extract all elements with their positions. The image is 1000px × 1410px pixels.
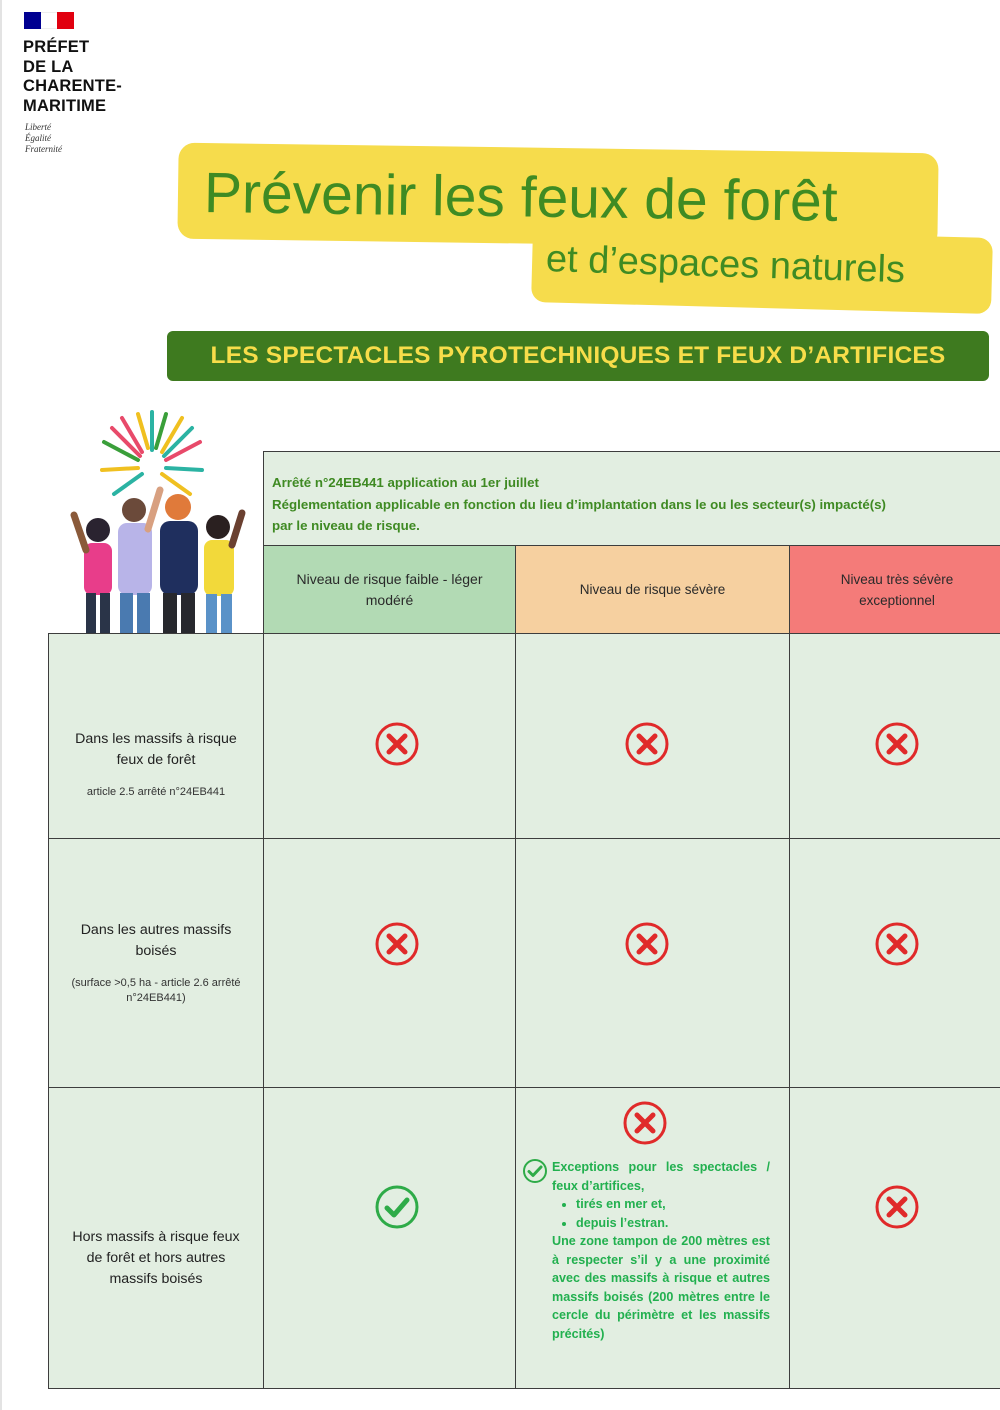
regulation-scope-cont: par le niveau de risque.: [272, 518, 420, 533]
prefecture-logo: [18, 8, 142, 168]
check-circle-icon: [374, 1184, 420, 1230]
row-label: Dans les massifs à risque feux de forêt: [75, 730, 237, 768]
table-cell: [789, 838, 1000, 1088]
risk-level-label: Niveau très sévère exceptionnel: [840, 571, 954, 608]
section-banner: [167, 331, 989, 381]
prefecture-line: DE LA: [23, 57, 74, 76]
cross-circle-icon: [374, 921, 420, 967]
exception-item: • depuis l’estran.: [576, 1214, 770, 1233]
risk-level-severe-header: [515, 545, 790, 634]
row-label: Hors massifs à risque feux de forêt et hors autres massifs boisés: [72, 1228, 240, 1287]
row-header-outside-massifs: [48, 1087, 264, 1389]
page-edge: [0, 0, 2, 1410]
table-cell: [515, 838, 790, 1088]
row-note: (surface >0,5 ha - article 2.6 arrêté n°24EB441): [71, 977, 241, 1004]
table-cell: [263, 838, 516, 1088]
risk-level-label: Niveau de risque faible - léger modéré: [296, 570, 483, 608]
prefecture-name: [23, 38, 122, 116]
french-flag-icon: [24, 12, 74, 29]
cross-circle-icon: [622, 1100, 668, 1146]
cross-circle-icon: [874, 721, 920, 767]
exception-list: [552, 1195, 770, 1232]
table-cell: [263, 1087, 516, 1389]
risk-level-exceptional-header: [789, 545, 1000, 634]
page-subtitle: et d’espaces naturels: [545, 238, 906, 292]
table-cell: [789, 633, 1000, 839]
check-circle-icon: [522, 1158, 548, 1184]
cross-circle-icon: [374, 721, 420, 767]
motto-line: Égalité: [25, 133, 51, 143]
page-title: Prévenir les feux de forêt: [203, 161, 839, 234]
exception-item: • tirés en mer et,: [576, 1195, 770, 1214]
row-note: article 2.5 arrêté n°24EB441: [86, 785, 226, 798]
prefecture-line: MARITIME: [23, 96, 107, 115]
regulation-scope: Réglementation applicable en fonction du lieu d’implantation dans le ou les secteur(s) impacté(s): [272, 496, 886, 512]
table-cell-exceptions: [515, 1087, 790, 1389]
cross-circle-icon: [874, 1184, 920, 1230]
motto-line: Fraternité: [25, 144, 62, 154]
banner-text: LES SPECTACLES PYROTECHNIQUES ET FEUX D’ARTIFICES: [210, 342, 946, 369]
exception-notes: [552, 1158, 770, 1343]
buffer-zone-note: Une zone tampon de 200 mètres est à respecter s’il y a une proximité avec des massifs à risque et autres massifs boisés (200 mètres entre le cercle du périmètre et les massifs précités): [552, 1234, 770, 1341]
table-cell: [515, 633, 790, 839]
cross-circle-icon: [874, 921, 920, 967]
row-header-risk-massifs: [48, 633, 264, 839]
exception-intro: Exceptions pour les spectacles / feux d’artifices,: [552, 1160, 770, 1193]
row-label: Dans les autres massifs boisés: [80, 922, 232, 959]
table-cell: [789, 1087, 1000, 1389]
risk-level-low-header: [263, 545, 516, 634]
cross-circle-icon: [624, 921, 670, 967]
cross-circle-icon: [624, 721, 670, 767]
regulation-decree: Arrêté n°24EB441 application au 1er juillet: [272, 475, 539, 490]
prefecture-line: PRÉFET: [23, 38, 90, 56]
risk-level-label: Niveau de risque sévère: [579, 582, 726, 597]
prefecture-line: CHARENTE-: [23, 77, 122, 95]
regulation-header: [263, 451, 1000, 546]
motto-line: Liberté: [25, 122, 51, 132]
republic-motto: [25, 122, 62, 155]
table-cell: [263, 633, 516, 839]
row-header-other-wooded: [48, 838, 264, 1088]
